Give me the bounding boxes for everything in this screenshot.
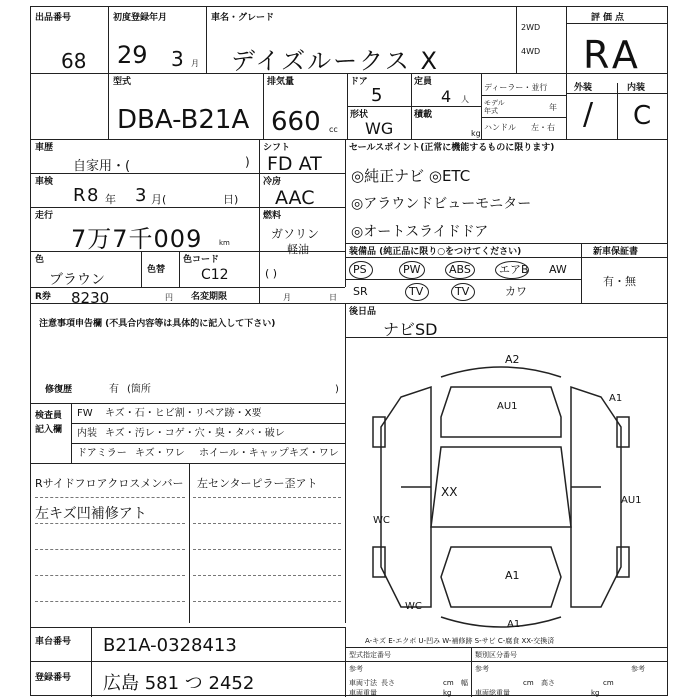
recycle-label: R券 xyxy=(35,292,51,302)
row-divider xyxy=(345,279,581,280)
equip-pw-circle xyxy=(399,261,425,279)
interior-label: 内装 xyxy=(627,83,646,93)
history-value: 自家用・( xyxy=(73,159,131,174)
row-divider xyxy=(345,337,667,338)
repair-close: ) xyxy=(335,384,339,395)
fuel-value: ガソリン xyxy=(271,227,320,241)
col-divider xyxy=(471,647,472,697)
interior-check-items: キズ・汚レ・コゲ・穴・臭・タバ・破レ xyxy=(105,428,285,439)
col-divider xyxy=(263,73,264,139)
rear-bumper xyxy=(441,617,561,627)
inspector-label-1: 検査員 xyxy=(35,411,63,421)
row-divider xyxy=(345,257,667,258)
equip-leather: カワ xyxy=(505,285,527,298)
col-divider xyxy=(345,403,346,463)
registration-number: 広島 581 つ 2452 xyxy=(103,673,255,694)
equipment-label: 装備品 (純正品に限り○をつけてください) xyxy=(349,247,522,257)
name-change-label: 名変期限 xyxy=(191,292,228,302)
footer-kg-2: kg xyxy=(591,689,600,697)
sales-point-3: ◎オートスライドドア xyxy=(351,224,489,240)
inspection-era: R xyxy=(73,185,86,206)
col-divider xyxy=(179,251,180,287)
col-divider xyxy=(141,251,142,287)
footer-kg-1: kg xyxy=(443,689,452,697)
mileage-label: 走行 xyxy=(35,211,54,221)
repair-value: 有 xyxy=(109,384,119,395)
row-divider xyxy=(347,106,481,107)
engine-label: 排気量 xyxy=(267,77,295,87)
row-divider xyxy=(481,95,566,96)
damage-mark-au1-side: AU1 xyxy=(621,495,642,506)
seat-label: 定員 xyxy=(414,77,433,87)
equip-tv1-circle xyxy=(405,283,429,301)
inspection-label: 車検 xyxy=(35,177,54,187)
name-change-month: 月 xyxy=(283,293,291,302)
remark-right-1: 左センターピラー歪アト xyxy=(197,477,318,490)
auction-sheet xyxy=(30,6,668,696)
remark-left-2: 左キズ凹補修アト xyxy=(35,506,147,522)
sales-point-2: ◎アラウンドビューモニター xyxy=(351,196,532,212)
sales-label: セールスポイント(正常に機能するものに限ります) xyxy=(349,143,555,153)
car-trunk xyxy=(441,547,561,607)
inspection-year: 8 xyxy=(87,185,99,206)
col-divider xyxy=(345,337,346,403)
model-year-label: モデル xyxy=(484,99,505,107)
ruled-line xyxy=(35,549,185,550)
chassis-number: B21A-0328413 xyxy=(103,635,237,656)
exterior-grade: / xyxy=(583,97,594,132)
new-warranty-label: 新車保証書 xyxy=(593,247,639,257)
car-name-label: 車名・グレード xyxy=(211,13,275,23)
lot-label: 出品番号 xyxy=(35,13,72,23)
sales-point-1: ◎純正ナビ ◎ETC xyxy=(351,167,471,185)
wheel-items: キズ・ワレ xyxy=(289,448,339,459)
ac-label: 冷房 xyxy=(263,177,282,187)
ruled-line xyxy=(35,497,185,498)
car-left-side xyxy=(381,387,431,607)
chassis-label: 車台番号 xyxy=(35,637,72,647)
equip-ps-circle xyxy=(349,261,373,279)
row-divider xyxy=(31,403,345,404)
col-divider xyxy=(259,139,260,303)
inspection-month-unit: 月( xyxy=(151,193,167,206)
car-hood xyxy=(441,387,561,437)
equip-abs: ABS xyxy=(449,263,471,276)
inspector-label-2: 記入欄 xyxy=(35,425,63,435)
interior-check-label: 内装 xyxy=(77,428,97,439)
footer-f8: 高さ xyxy=(541,679,555,687)
equip-pw: PW xyxy=(403,263,421,276)
remark-left-1: Rサイドフロアクロスメンバー xyxy=(35,477,184,490)
repair-label: 修復歴 xyxy=(45,385,73,395)
footer-f1: 型式指定番号 xyxy=(349,651,391,659)
wheel-front-left xyxy=(373,417,385,447)
damage-legend: A-キズ E-エクボ U-凹み W-補修跡 S-サビ C-腐食 XX-交換済 xyxy=(365,637,555,645)
history-paren: ) xyxy=(245,155,250,169)
col-divider xyxy=(189,463,190,623)
ruled-line xyxy=(193,523,341,524)
footer-cm-1: cm xyxy=(443,679,454,687)
col-divider xyxy=(345,627,346,697)
engine-unit: cc xyxy=(329,125,338,134)
lot-number: 68 xyxy=(61,49,87,73)
col-divider xyxy=(581,243,582,303)
col-divider xyxy=(617,83,618,139)
grade-label: 評価点 xyxy=(591,13,628,23)
col-divider xyxy=(206,7,207,73)
grade-value: RA xyxy=(583,33,642,77)
footer-f3: 参考 xyxy=(349,665,363,673)
seat-value: 4 xyxy=(441,87,452,106)
model-code: DBA-B21A xyxy=(117,105,250,135)
row-divider xyxy=(71,443,345,444)
equip-aw: AW xyxy=(549,263,567,276)
ac-value: AAC xyxy=(275,187,315,209)
ruled-line xyxy=(35,575,185,576)
reg-year: 29 xyxy=(117,41,148,69)
equip-ps: PS xyxy=(353,263,367,276)
equip-airbag-circle xyxy=(495,261,529,279)
footer-total: 車両総重量 xyxy=(475,689,510,697)
equip-sr: SR xyxy=(353,285,368,298)
drive-2wd: 2WD xyxy=(521,23,541,32)
color-value: ブラウン xyxy=(49,272,105,288)
shift-value: FD AT xyxy=(267,153,322,175)
ruled-line xyxy=(193,497,341,498)
ruled-line xyxy=(193,575,341,576)
mirror-label: ドアミラー xyxy=(77,448,127,459)
mileage-unit: km xyxy=(219,239,230,247)
notes-label: 注意事項申告欄 (不具合内容等は具体的に記入して下さい) xyxy=(39,319,276,329)
reg-month-unit: 月 xyxy=(191,59,199,68)
col-divider xyxy=(345,463,346,623)
interior-grade: C xyxy=(633,101,652,131)
car-name: デイズルークス X xyxy=(231,47,439,75)
front-bumper xyxy=(441,367,561,377)
damage-mark-a1-rear: A1 xyxy=(505,569,520,582)
load-label: 積載 xyxy=(414,110,433,120)
shape-label: 形状 xyxy=(350,110,369,120)
recycle-unit: 円 xyxy=(165,293,173,302)
equip-tv-2: TV xyxy=(455,285,470,298)
footer-cm-3: cm xyxy=(603,679,614,687)
engine-value: 660 xyxy=(271,107,321,137)
model-label: 型式 xyxy=(113,77,132,87)
col-divider xyxy=(91,627,92,697)
footer-f4: 参考 xyxy=(475,665,489,673)
handle-label: ハンドル xyxy=(484,123,516,132)
model-year-label2: 年式 xyxy=(484,107,498,115)
damage-mark-wc-rear: WC xyxy=(405,601,422,612)
inspection-month: 3 xyxy=(135,185,147,206)
history-label: 車歴 xyxy=(35,143,54,153)
mileage-value: 7万7千009 xyxy=(71,225,203,253)
reg-date-label: 初度登録年月 xyxy=(113,13,168,23)
footer-weight: 車両重量 xyxy=(349,689,377,697)
row-divider xyxy=(71,423,345,424)
row-divider xyxy=(31,463,345,464)
row-divider xyxy=(345,303,667,304)
warranty-value: 有・無 xyxy=(603,275,636,288)
col-divider xyxy=(108,7,109,139)
footer-f2: 類別区分番号 xyxy=(475,651,517,659)
registration-label: 登録番号 xyxy=(35,673,72,683)
fuel-label: 燃料 xyxy=(263,211,282,221)
color-change-label: 色替 xyxy=(147,265,166,275)
color-code-value: C12 xyxy=(201,267,229,283)
fw-items: キズ・石・ヒビ割・リペア跡・X要 xyxy=(105,408,262,419)
seat-unit: 人 xyxy=(461,95,469,104)
exterior-label: 外装 xyxy=(574,83,593,93)
footer-cm-2: cm xyxy=(523,679,534,687)
row-divider xyxy=(566,23,667,24)
ruled-line xyxy=(35,523,185,524)
mirror-items: キズ・ワレ xyxy=(135,448,185,459)
wheel-front-right xyxy=(617,417,629,447)
equip-airbag: エアB xyxy=(499,263,529,276)
shape-value: WG xyxy=(365,119,394,138)
ruled-line xyxy=(193,549,341,550)
equip-tv2-circle xyxy=(451,283,475,301)
model-year-unit: 年 xyxy=(549,103,557,112)
equip-tv-1: TV xyxy=(409,285,424,298)
color-code-label: 色コード xyxy=(183,255,220,265)
damage-mark-a1-bottom: A1 xyxy=(507,619,521,630)
ruled-line xyxy=(193,601,341,602)
load-unit: kg xyxy=(471,129,481,138)
dealer-label: ディーラー・並行 xyxy=(484,83,548,92)
col-divider xyxy=(345,303,346,337)
drive-4wd: 4WD xyxy=(521,47,541,56)
car-damage-diagram xyxy=(361,347,661,637)
footer-f7: 幅 xyxy=(461,679,468,687)
color-label: 色 xyxy=(35,255,45,265)
footer-f9: 参考 xyxy=(631,665,645,673)
col-divider xyxy=(71,403,72,463)
damage-mark-au1-front: AU1 xyxy=(497,401,518,412)
recycle-value: 8230 xyxy=(71,289,110,307)
aftermarket-label: 後日品 xyxy=(349,307,377,317)
handle-value: 左・右 xyxy=(531,123,555,132)
col-divider xyxy=(566,7,567,139)
row-divider xyxy=(31,627,345,628)
col-divider xyxy=(516,7,517,73)
ruled-line xyxy=(35,601,185,602)
row-divider xyxy=(345,647,667,648)
damage-mark-xx: XX xyxy=(441,485,458,499)
fuel-paren: ( ) xyxy=(265,267,278,280)
car-right-side xyxy=(571,387,621,607)
footer-f6: 長さ xyxy=(381,679,395,687)
row-divider xyxy=(345,243,667,244)
row-divider xyxy=(481,117,566,118)
fw-label: FW xyxy=(77,408,93,419)
row-divider xyxy=(31,139,667,140)
aftermarket-value: ナビSD xyxy=(383,320,438,339)
wheel-label: ホイール・キャップ xyxy=(199,448,289,459)
name-change-day: 日 xyxy=(329,293,337,302)
damage-mark-a1-right: A1 xyxy=(609,393,623,404)
shift-label: シフト xyxy=(263,143,291,153)
door-value: 5 xyxy=(371,85,383,106)
equip-abs-circle xyxy=(445,261,475,279)
damage-mark-wc-left: WC xyxy=(373,515,390,526)
inspection-day-unit: 日) xyxy=(223,193,239,206)
col-divider xyxy=(481,73,482,139)
repair-place: (箇所 xyxy=(127,384,151,395)
col-divider xyxy=(345,139,346,287)
door-label: ドア xyxy=(350,77,368,87)
row-divider xyxy=(31,661,667,662)
fuel-option: 軽油 xyxy=(287,243,309,256)
damage-mark-a2: A2 xyxy=(505,353,520,366)
footer-f5: 車両寸法 xyxy=(349,679,377,687)
reg-month: 3 xyxy=(171,47,184,71)
inspection-year-unit: 年 xyxy=(105,193,116,206)
